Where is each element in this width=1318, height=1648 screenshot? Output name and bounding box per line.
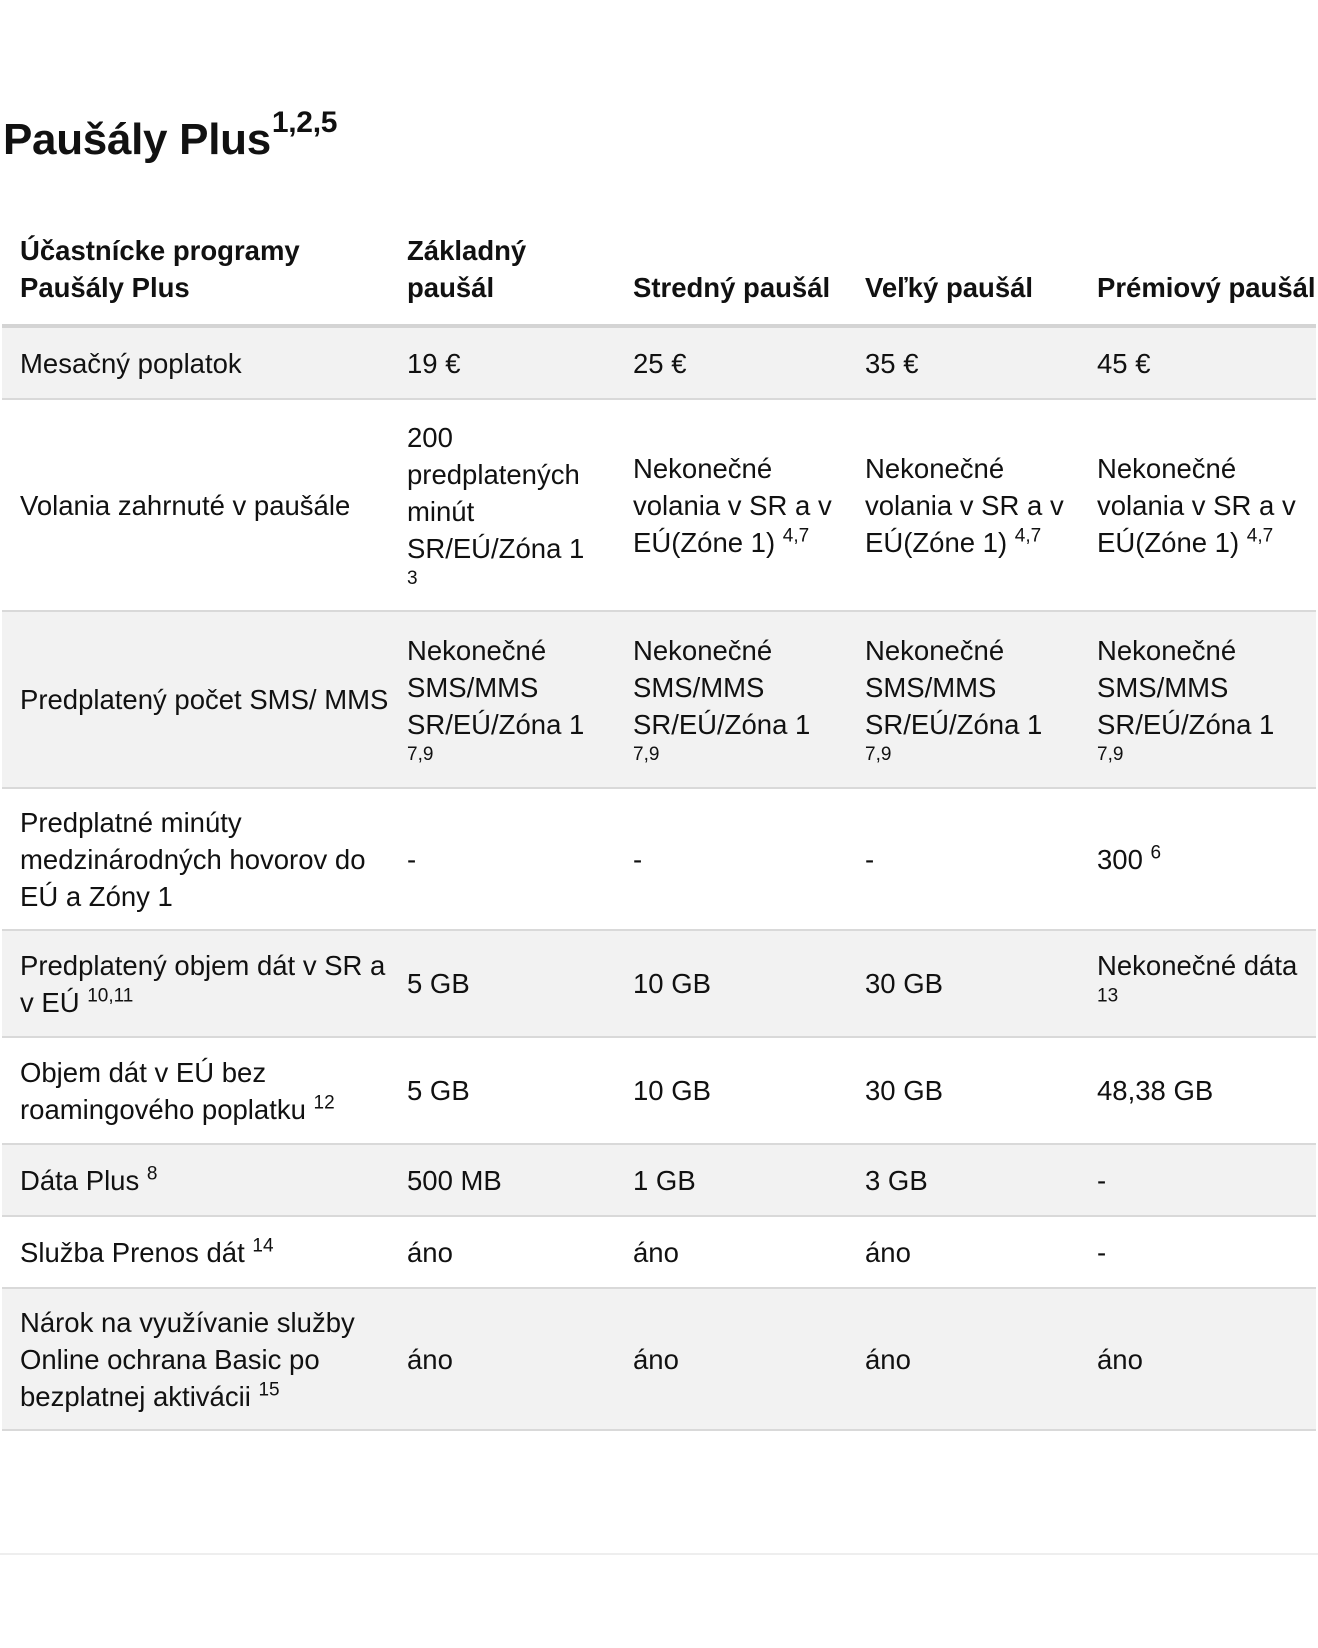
row-label: Mesačný poplatok [2, 326, 389, 399]
cell-stredny: áno [615, 1288, 847, 1430]
row-label-text: Dáta Plus [20, 1164, 140, 1196]
cell-text: 300 [1097, 843, 1143, 875]
header-zakladny: Základný paušál [389, 212, 615, 326]
cell-velky: 30 GB [847, 1037, 1079, 1144]
cell-premiovy: - [1079, 1216, 1316, 1288]
cell-zakladny: áno [389, 1216, 615, 1288]
cell-text: Nekonečné SMS/MMS SR/EÚ/Zóna 1 [1097, 635, 1275, 740]
cell-stredny [615, 611, 847, 788]
page-title-footnotes: 1,2,5 [271, 105, 338, 139]
row-label [2, 1216, 389, 1288]
cell-zakladny: 19 € [389, 326, 615, 399]
row-eu-data [2, 1037, 1316, 1144]
cell-stredny: 10 GB [615, 930, 847, 1037]
row-monthly-fee [2, 326, 1316, 399]
row-calls [2, 399, 1316, 611]
footnote-ref: 13 [1097, 985, 1119, 1007]
row-label: Predplatné minúty medzinárodných hovorov do EÚ a Zóny 1 [2, 788, 389, 930]
row-label [2, 1037, 389, 1144]
cell-premiovy [1079, 399, 1316, 611]
row-label [2, 1144, 389, 1216]
cell-zakladny [389, 611, 615, 788]
row-data-plus [2, 1144, 1316, 1216]
cell-stredny [615, 399, 847, 611]
cell-velky: 35 € [847, 326, 1079, 399]
cell-text: Nekonečné volania v SR a v EÚ(Zóne 1) [865, 452, 1064, 558]
footnote-ref: 7,9 [407, 744, 434, 765]
footnote-ref: 7,9 [1097, 744, 1124, 765]
cell-stredny: - [615, 788, 847, 930]
footnote-ref: 4,7 [782, 525, 810, 547]
cell-stredny: 1 GB [615, 1144, 847, 1216]
footnote-ref: 4,7 [1246, 525, 1274, 547]
cell-premiovy [1079, 611, 1316, 788]
cell-premiovy: áno [1079, 1288, 1316, 1430]
cell-stredny: 10 GB [615, 1037, 847, 1144]
header-stredny: Stredný paušál [615, 212, 847, 326]
cell-velky: - [847, 788, 1079, 930]
row-data [2, 930, 1316, 1037]
row-data-transfer [2, 1216, 1316, 1288]
header-programs: Účastnícke programy Paušály Plus [2, 212, 389, 326]
row-intl-minutes [2, 788, 1316, 930]
row-label [2, 1288, 389, 1430]
cell-premiovy: 45 € [1079, 326, 1316, 399]
cell-velky: áno [847, 1216, 1079, 1288]
bottom-divider [0, 1553, 1318, 1555]
cell-zakladny: - [389, 788, 615, 930]
cell-velky: 30 GB [847, 930, 1079, 1037]
cell-velky [847, 399, 1079, 611]
header-velky: Veľký paušál [847, 212, 1079, 326]
cell-text: Nekonečné volania v SR a v EÚ(Zóne 1) [1097, 452, 1296, 558]
cell-zakladny [389, 399, 615, 611]
cell-text: Nekonečné dáta [1097, 949, 1298, 981]
footnote-ref: 7,9 [633, 744, 660, 765]
row-online-protection [2, 1288, 1316, 1430]
footnote-ref: 6 [1150, 842, 1162, 864]
cell-velky: áno [847, 1288, 1079, 1430]
row-label [2, 930, 389, 1037]
row-label-text: Služba Prenos dát [20, 1236, 245, 1268]
plans-table [2, 212, 1316, 1431]
page-title-text: Paušály Plus [3, 115, 271, 164]
cell-zakladny: 5 GB [389, 1037, 615, 1144]
cell-text: Nekonečné SMS/MMS SR/EÚ/Zóna 1 [865, 635, 1043, 740]
header-premiovy: Prémiový paušál [1079, 212, 1316, 326]
cell-stredny: áno [615, 1216, 847, 1288]
cell-text: 200 predplatených minút SR/EÚ/Zóna 1 [407, 422, 585, 564]
row-label-text: Objem dát v EÚ bez roamingového poplatku [20, 1056, 306, 1125]
cell-zakladny: áno [389, 1288, 615, 1430]
cell-zakladny: 5 GB [389, 930, 615, 1037]
cell-zakladny: 500 MB [389, 1144, 615, 1216]
page-title [3, 105, 338, 164]
footnote-ref: 3 [407, 568, 418, 589]
cell-text: Nekonečné SMS/MMS SR/EÚ/Zóna 1 [633, 635, 811, 740]
footnote-ref: 4,7 [1014, 525, 1042, 547]
footnote-ref: 15 [258, 1379, 280, 1401]
footnote-ref: 12 [313, 1092, 335, 1114]
footnote-ref: 10,11 [87, 985, 134, 1007]
cell-text: Nekonečné volania v SR a v EÚ(Zóne 1) [633, 452, 832, 558]
row-label-text: Nárok na využívanie služby Online ochrana Basic po bezplatnej aktivácii [20, 1306, 355, 1412]
cell-velky [847, 611, 1079, 788]
cell-premiovy [1079, 930, 1316, 1037]
cell-premiovy: 48,38 GB [1079, 1037, 1316, 1144]
row-label: Predplatený počet SMS/ MMS [2, 611, 389, 788]
row-label-text: Predplatený objem dát v SR a v EÚ [20, 949, 386, 1018]
cell-text: Nekonečné SMS/MMS SR/EÚ/Zóna 1 [407, 635, 585, 740]
footnote-ref: 8 [146, 1163, 158, 1185]
cell-premiovy: - [1079, 1144, 1316, 1216]
cell-velky: 3 GB [847, 1144, 1079, 1216]
cell-premiovy [1079, 788, 1316, 930]
footnote-ref: 14 [252, 1235, 274, 1257]
table-header-row [2, 212, 1316, 326]
row-label: Volania zahrnuté v paušále [2, 399, 389, 611]
footnote-ref: 7,9 [865, 744, 892, 765]
cell-stredny: 25 € [615, 326, 847, 399]
row-sms [2, 611, 1316, 788]
